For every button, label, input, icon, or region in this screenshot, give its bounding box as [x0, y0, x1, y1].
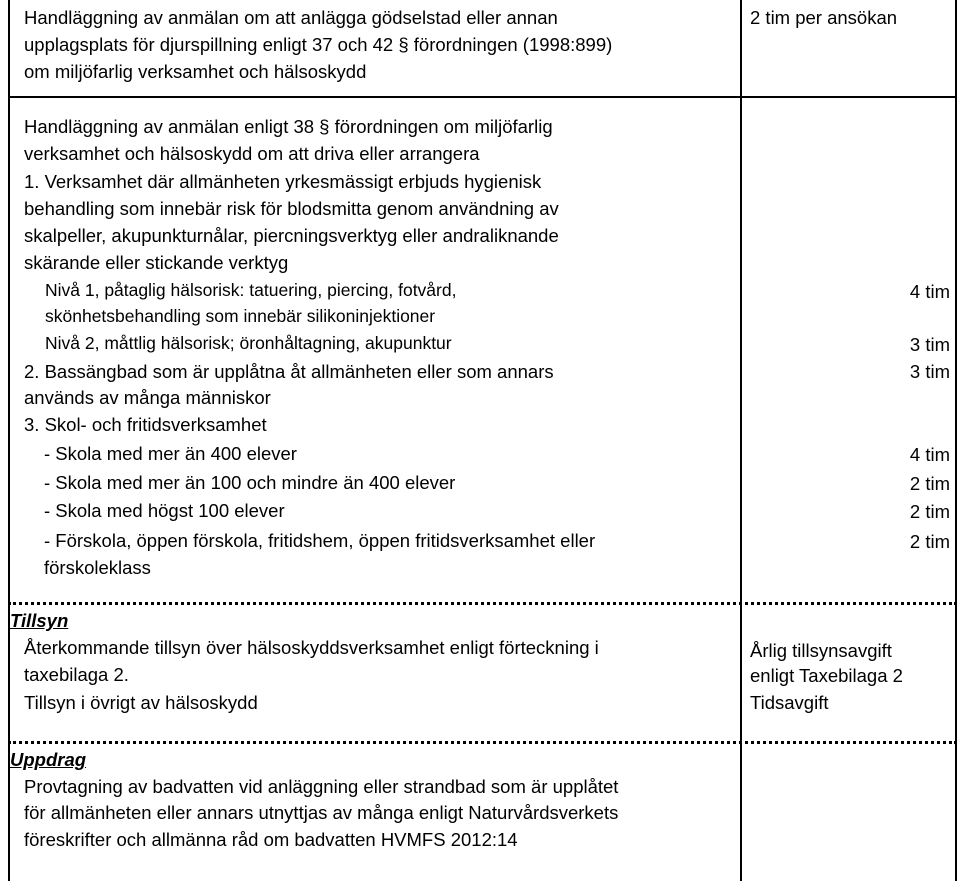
skola100-line: - Skola med mer än 100 och mindre än 400 elever — [44, 472, 456, 493]
skola100-fee: 2 tim — [909, 473, 950, 494]
uppdrag-heading: Uppdrag — [10, 749, 87, 770]
forskola-line: - Förskola, öppen förskola, fritidshem, öppen fritidsverksamhet eller — [44, 530, 596, 551]
item1-line: skärande eller stickande verktyg — [24, 252, 289, 273]
section-divider — [8, 602, 957, 605]
uppdrag-line: föreskrifter och allmänna råd om badvatten HVMFS 2012:14 — [24, 829, 518, 850]
tillsyn-other-line: Tillsyn i övrigt av hälsoskydd — [24, 692, 258, 713]
row1-line: om miljöfarlig verksamhet och hälsoskydd — [24, 61, 367, 82]
item2-fee: 3 tim — [909, 361, 950, 382]
niva2-line: Nivå 2, måttlig hälsorisk; öronhåltagning, akupunktur — [45, 333, 452, 353]
item1-line: behandling som innebär risk för blodsmitta genom användning av — [24, 198, 559, 219]
uppdrag-line: Provtagning av badvatten vid anläggning eller strandbad som är upplåtet — [24, 776, 619, 797]
tillsyn-recurring-fee: enligt Taxebilaga 2 — [750, 665, 903, 686]
tillsyn-recurring-fee: Årlig tillsynsavgift — [750, 640, 892, 661]
niva1-fee: 4 tim — [909, 281, 950, 302]
right-border — [955, 0, 957, 881]
niva2-fee: 3 tim — [909, 334, 950, 355]
niva1-line: Nivå 1, påtaglig hälsorisk: tatuering, piercing, fotvård, — [45, 280, 457, 300]
skola400-line: - Skola med mer än 400 elever — [44, 443, 297, 464]
tillsyn-recurring-line: Återkommande tillsyn över hälsoskyddsverksamhet enligt förteckning i — [24, 637, 599, 658]
row-divider — [8, 96, 957, 98]
niva1-line: skönhetsbehandling som innebär silikoninjektioner — [45, 306, 436, 326]
item1-line: skalpeller, akupunkturnålar, piercningsverktyg eller andraliknande — [24, 225, 559, 246]
row1-line: Handläggning av anmälan om att anlägga gödselstad eller annan — [24, 7, 558, 28]
row1-fee: 2 tim per ansökan — [750, 7, 898, 28]
item2-line: används av många människor — [24, 387, 271, 408]
skolamax-line: - Skola med högst 100 elever — [44, 500, 285, 521]
row2-intro-line: Handläggning av anmälan enligt 38 § förordningen om miljöfarlig — [24, 116, 553, 137]
uppdrag-line: för allmänheten eller annars utnyttjas av många enligt Naturvårdsverkets — [24, 802, 619, 823]
skola400-fee: 4 tim — [909, 444, 950, 465]
item1-line: 1. Verksamhet där allmänheten yrkesmässigt erbjuds hygienisk — [24, 171, 542, 192]
forskola-line: förskoleklass — [44, 557, 151, 578]
item2-line: 2. Bassängbad som är upplåtna åt allmänheten eller som annars — [24, 361, 554, 382]
row1-line: upplagsplats för djurspillning enligt 37 och 42 § förordningen (1998:899) — [24, 34, 613, 55]
section-divider — [8, 741, 957, 744]
forskola-fee: 2 tim — [909, 531, 950, 552]
item3-line: 3. Skol- och fritidsverksamhet — [24, 414, 267, 435]
skolamax-fee: 2 tim — [909, 501, 950, 522]
row2-intro-line: verksamhet och hälsoskydd om att driva eller arrangera — [24, 143, 480, 164]
tillsyn-heading: Tillsyn — [10, 610, 69, 631]
tillsyn-recurring-line: taxebilaga 2. — [24, 664, 129, 685]
column-divider — [740, 0, 742, 881]
tillsyn-other-fee: Tidsavgift — [750, 692, 829, 713]
